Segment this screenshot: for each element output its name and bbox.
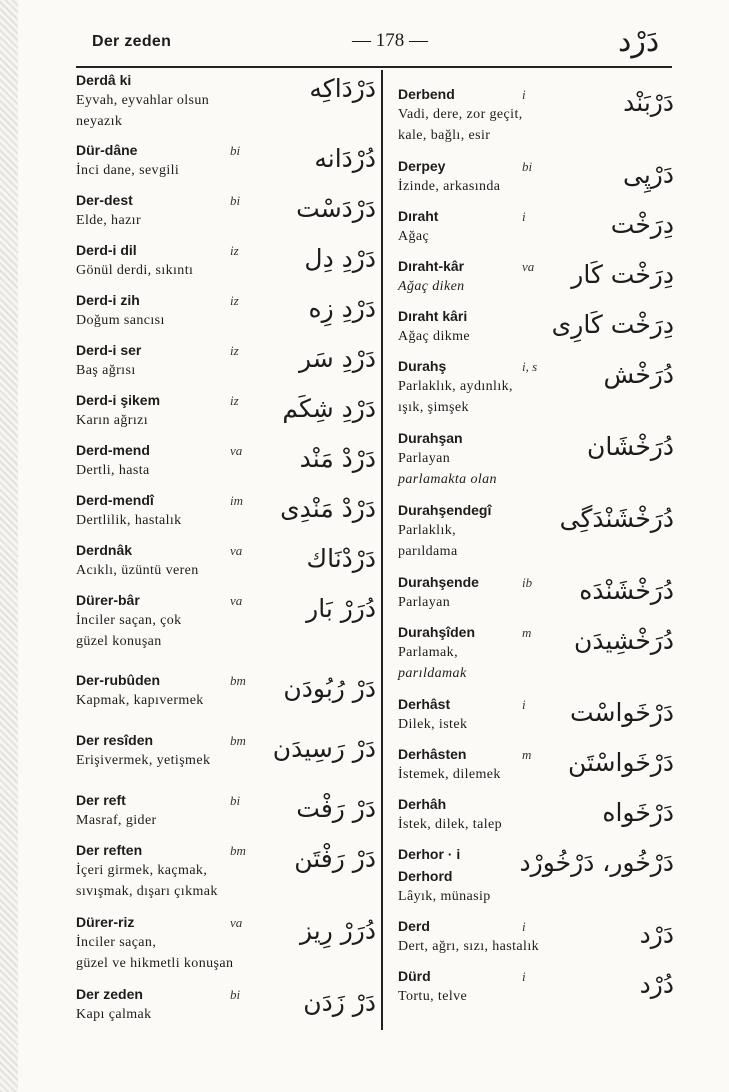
entry-grammar-tag: bm — [230, 673, 246, 688]
entry-headword: Dürer-bâr — [76, 592, 140, 608]
entry-definition: Dertlilik, hastalık — [76, 513, 182, 528]
dictionary-entry — [76, 340, 376, 381]
entry-headword: Derhâst — [398, 696, 451, 712]
dictionary-entry — [76, 240, 376, 281]
entry-definition: İnciler saçan, — [76, 935, 157, 950]
entry-arabic-script: دُرَرْ رِيز — [299, 916, 376, 945]
entry-definition: sıvışmak, dışarı çıkmak — [76, 884, 218, 899]
dictionary-entry — [76, 730, 376, 771]
entry-grammar-tag: bi — [230, 793, 241, 808]
entry-arabic-script: دَرْخَواسْتَن — [567, 748, 674, 777]
entry-definition: Parlayan — [398, 595, 451, 610]
dictionary-entry — [398, 306, 674, 347]
entry-definition: Dilek, istek — [398, 717, 468, 732]
dictionary-entry — [398, 794, 674, 835]
entry-arabic-script: دَرْدَسْت — [296, 194, 376, 223]
entry-grammar-tag: i — [522, 919, 526, 934]
entry-arabic-script: دُرَخْشَنْدَه — [579, 576, 674, 605]
entry-grammar-tag: im — [230, 493, 243, 508]
dictionary-entry — [398, 500, 674, 562]
entry-grammar-tag: bi — [522, 159, 533, 174]
entry-grammar-tag: va — [230, 593, 243, 608]
entry-headword: Der-rubûden — [76, 672, 160, 688]
entry-definition: parıldamak — [398, 666, 467, 681]
entry-headword: Derdnâk — [76, 542, 133, 558]
dictionary-entry — [398, 428, 674, 490]
column-divider — [381, 70, 383, 1030]
dictionary-entry — [76, 290, 376, 331]
dictionary-entry — [76, 140, 376, 181]
entry-grammar-tag: m — [522, 625, 532, 640]
entry-definition: Elde, hazır — [76, 213, 142, 228]
entry-arabic-script: دَرْدِ دِل — [304, 244, 376, 273]
scan-edge — [0, 0, 18, 1092]
entry-definition: Tortu, telve — [398, 989, 468, 1004]
entry-headword: Durahşendegî — [398, 502, 492, 518]
entry-grammar-tag: bm — [230, 843, 246, 858]
dictionary-entry — [76, 984, 376, 1025]
entry-headword: Derd — [398, 918, 430, 934]
dictionary-entry — [76, 590, 376, 652]
dictionary-entry — [76, 670, 376, 711]
entry-definition: Acıklı, üzüntü veren — [76, 563, 199, 578]
entry-arabic-script: دَرْبَنْد — [623, 88, 674, 117]
entry-headword: Derhor · i — [398, 846, 461, 862]
entry-headword: Derhâsten — [398, 746, 467, 762]
dictionary-entry — [398, 866, 674, 907]
entry-headword: Der zeden — [76, 986, 143, 1002]
entry-headword: Dıraht-kâr — [398, 258, 465, 274]
entry-grammar-tag: i — [522, 969, 526, 984]
entry-headword: Derd-mend — [76, 442, 150, 458]
entry-arabic-script: دَرْ رَسِيدَن — [272, 734, 376, 763]
entry-headword: Derd-i zih — [76, 292, 140, 308]
entry-headword: Derhâh — [398, 796, 447, 812]
entry-arabic-script: دَرْ زَدَن — [303, 988, 376, 1017]
entry-headword: Durahşende — [398, 574, 479, 590]
entry-headword: Durahş — [398, 358, 447, 374]
entry-arabic-script: دَرْدَاكِه — [309, 74, 376, 103]
entry-definition: Parlaklık, aydınlık, — [398, 379, 513, 394]
entry-arabic-script: دَرْخَواه — [602, 798, 674, 827]
dictionary-entry — [76, 912, 376, 974]
entry-definition: Ağaç — [398, 229, 430, 244]
entry-grammar-tag: iz — [230, 393, 239, 408]
entry-definition: İstemek, dilemek — [398, 767, 501, 782]
entry-headword: Dıraht — [398, 208, 439, 224]
dictionary-entry — [76, 540, 376, 581]
entry-grammar-tag: iz — [230, 243, 239, 258]
entry-grammar-tag: bi — [230, 193, 241, 208]
dictionary-entry — [398, 84, 674, 146]
entry-definition: Masraf, gider — [76, 813, 157, 828]
entry-grammar-tag: iz — [230, 343, 239, 358]
entry-headword: Derpey — [398, 158, 446, 174]
entry-arabic-script: دَرْدِ شِكَم — [282, 394, 376, 423]
entry-grammar-tag: bi — [230, 143, 241, 158]
entry-arabic-script: دُرْدَانه — [314, 144, 376, 173]
running-head-arabic: دَرْد — [618, 24, 660, 59]
entry-arabic-script: دَرْد — [639, 920, 674, 949]
entry-arabic-script: دُرَخْش — [603, 360, 674, 389]
dictionary-entry — [76, 190, 376, 231]
entry-definition: Ağaç dikme — [398, 329, 471, 344]
entry-grammar-tag: va — [230, 543, 243, 558]
entry-arabic-script: دَرْدْنَاك — [306, 544, 376, 573]
entry-definition: ışık, şimşek — [398, 400, 469, 415]
entry-definition: Erişivermek, yetişmek — [76, 753, 211, 768]
entry-definition: Parlamak, — [398, 645, 458, 660]
entry-arabic-script: دُرْد — [639, 970, 674, 999]
entry-grammar-tag: m — [522, 747, 532, 762]
dictionary-entry — [398, 966, 674, 1007]
entry-grammar-tag: i, s — [522, 359, 538, 374]
entry-definition: neyazık — [76, 114, 123, 129]
dictionary-entry — [76, 390, 376, 431]
entry-arabic-script: دِرَخْت كَارِى — [551, 310, 674, 339]
dictionary-entry — [398, 916, 674, 957]
entry-arabic-script: دُرَخْشِيدَن — [574, 626, 674, 655]
entry-definition: İnci dane, sevgili — [76, 163, 180, 178]
entry-grammar-tag: i — [522, 87, 526, 102]
entry-grammar-tag: i — [522, 697, 526, 712]
entry-headword: Dürer-riz — [76, 914, 135, 930]
entry-arabic-script: دَرْپِى — [622, 160, 674, 189]
entry-headword: Derdâ ki — [76, 72, 132, 88]
entry-definition: İnciler saçan, çok — [76, 613, 182, 628]
entry-grammar-tag: i — [522, 209, 526, 224]
entry-arabic-script: دَرْخُور، دَرْخُورْد — [519, 848, 674, 877]
entry-definition: Baş ağrısı — [76, 363, 136, 378]
entry-definition: kale, bağlı, esir — [398, 128, 491, 143]
entry-arabic-script: دَرْدِ سَر — [298, 344, 376, 373]
entry-arabic-script: دَرْ رَفْت — [296, 794, 376, 823]
entry-headword: Durahşan — [398, 430, 463, 446]
running-head: Der zeden — [92, 33, 172, 50]
entry-arabic-script: دُرَخْشَنْدَگِى — [559, 504, 674, 533]
entry-definition: Parlaklık, — [398, 523, 457, 538]
dictionary-entry — [76, 490, 376, 531]
dictionary-entry — [76, 840, 376, 902]
entry-arabic-script: دَرْدْ مَنْد — [299, 444, 376, 473]
dictionary-entry — [76, 790, 376, 831]
entry-definition: İzinde, arkasında — [398, 179, 501, 194]
entry-definition: Karın ağrızı — [76, 413, 149, 428]
entry-definition: Vadi, dere, zor geçit, — [398, 107, 523, 122]
dictionary-entry — [76, 70, 376, 132]
entry-headword: Der reften — [76, 842, 143, 858]
entry-definition: Lâyık, münasip — [398, 889, 491, 904]
entry-definition: Kapmak, kapıvermek — [76, 693, 204, 708]
entry-grammar-tag: bi — [230, 987, 241, 1002]
entry-grammar-tag: va — [230, 443, 243, 458]
page-header — [0, 0, 729, 70]
dictionary-entry — [398, 694, 674, 735]
entry-grammar-tag: bm — [230, 733, 246, 748]
entry-arabic-script: دَرْدْ مَنْدِى — [280, 494, 376, 523]
dictionary-entry — [76, 440, 376, 481]
entry-arabic-script: دَرْدِ زِه — [308, 294, 376, 323]
dictionary-entry — [398, 622, 674, 684]
entry-arabic-script: دُرَخْشَان — [587, 432, 674, 461]
entry-headword: Der-dest — [76, 192, 133, 208]
entry-definition: parıldama — [398, 544, 458, 559]
entry-definition: İstek, dilek, talep — [398, 817, 503, 832]
entry-headword: Derd-i ser — [76, 342, 142, 358]
entry-arabic-script: دَرْ رَفْتَن — [294, 844, 376, 873]
page-number: — 178 — — [352, 30, 428, 51]
entry-headword: Der resîden — [76, 732, 154, 748]
entry-headword: Dürd — [398, 968, 431, 984]
entry-definition: Dert, ağrı, sızı, hastalık — [398, 939, 540, 954]
entry-arabic-script: دَرْخَواسْت — [569, 698, 674, 727]
entry-headword: Dür-dâne — [76, 142, 138, 158]
entry-arabic-script: دِرَخْت — [610, 210, 674, 239]
entry-headword: Derd-i dil — [76, 242, 137, 258]
entry-headword: Derd-i şikem — [76, 392, 161, 408]
entry-definition: güzel konuşan — [76, 634, 162, 649]
entry-definition: Ağaç diken — [398, 279, 465, 294]
dictionary-entry — [398, 572, 674, 613]
entry-definition: Parlayan — [398, 451, 451, 466]
entry-definition: Doğum sancısı — [76, 313, 165, 328]
dictionary-entry — [398, 256, 674, 297]
dictionary-entry — [398, 744, 674, 785]
entry-headword: Der reft — [76, 792, 126, 808]
entry-definition: parlamakta olan — [398, 472, 497, 487]
entry-definition: İçeri girmek, kaçmak, — [76, 863, 208, 878]
entry-grammar-tag: ib — [522, 575, 533, 590]
entry-grammar-tag: iz — [230, 293, 239, 308]
entry-headword: Dıraht kâri — [398, 308, 468, 324]
dictionary-entry — [398, 356, 674, 418]
header-rule — [76, 66, 672, 68]
entry-headword: Derhord — [398, 868, 453, 884]
entry-definition: Dertli, hasta — [76, 463, 150, 478]
entry-headword: Derd-mendî — [76, 492, 154, 508]
entry-grammar-tag: va — [230, 915, 243, 930]
entry-arabic-script: دِرَخْت كَار — [571, 260, 674, 289]
entry-headword: Derbend — [398, 86, 455, 102]
dictionary-entry — [398, 206, 674, 247]
entry-arabic-script: دَرْ رُبُودَن — [283, 674, 376, 703]
dictionary-entry — [398, 156, 674, 197]
entry-arabic-script: دُرَرْ بَار — [306, 594, 376, 623]
entry-grammar-tag: va — [522, 259, 535, 274]
entry-definition: güzel ve hikmetli konuşan — [76, 956, 234, 971]
entry-definition: Gönül derdi, sıkıntı — [76, 263, 194, 278]
entry-definition: Eyvah, eyvahlar olsun — [76, 93, 210, 108]
entry-definition: Kapı çalmak — [76, 1007, 152, 1022]
entry-headword: Durahşîden — [398, 624, 476, 640]
